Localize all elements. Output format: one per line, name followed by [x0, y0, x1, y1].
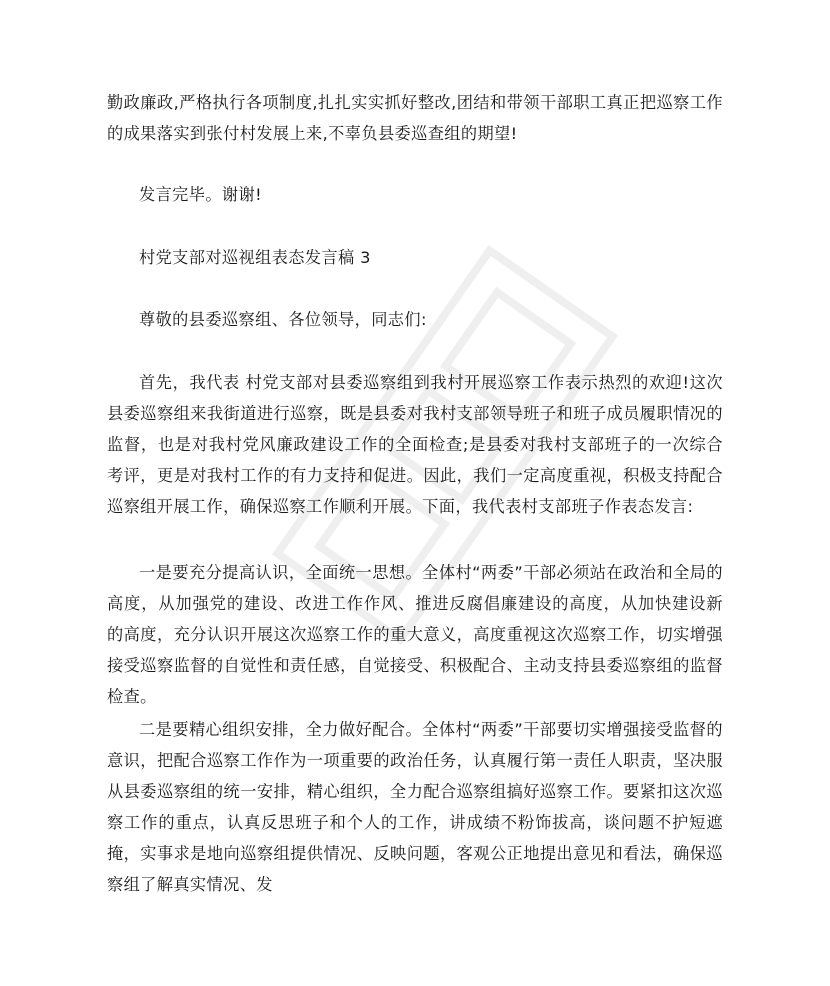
salutation: 尊敬的县委巡察组、各位领导，同志们:	[139, 310, 427, 329]
paragraph-introduction: 首先，我代表 村党支部对县委巡察组到我村开展巡察工作表示热烈的欢迎!这次县委巡察组来我街道进行巡察，既是县委对我村支部领导班子和班子成员履职情况的监督，也是对我村党风廉政建设工作的全面检查;是县委对我村支部班子的一次综合考评，更是对我村工作的有力支持和促进。因此，我们一定高度重视，积极支持配合巡察组开展工作，确保巡察工作顺利开展。下面，我代表村支部班子作表态发言:	[107, 373, 723, 516]
section-title: 村党支部对巡视组表态发言稿 3	[139, 248, 371, 267]
paragraph-point-two: 二是要精心组织安排，全力做好配合。全体村“两委”干部要切实增强接受监督的意识，把配合巡察工作作为一项重要的政治任务，认真履行第一责任人职责，坚决服从县委巡察组的统一安排，精心组织，全力配合巡察组搞好巡察工作。要紧扣这次巡察工作的重点，认真反思班子和个人的工作，讲成绩不粉饰拔高，谈问题不护短遮掩，实事求是地向巡察组提供情况、反映问题，客观公正地提出意见和看法，确保巡察组了解真实情况、发	[107, 720, 723, 894]
closing-remark: 发言完毕。谢谢!	[139, 185, 263, 204]
paragraph-point-one: 一是要充分提高认识，全面统一思想。全体村“两委”干部必须站在政治和全局的高度，从加强党的建设、改进工作作风、推进反腐倡廉建设的高度，从加快建设新 的高度，充分认识开展这次巡察工作的重大意义，高度重视这次巡察工作，切实增强接受巡察监督的自觉性和责任感，自觉接受、积极配合、主动支持县委巡察组的监督检查。	[107, 563, 723, 706]
paragraph-continuation: 勤政廉政,严格执行各项制度,扎扎实实抓好整改,团结和带领干部职工真正把巡察工作的成果落实到张付村发展上来,不辜负县委巡查组的期望!	[107, 93, 723, 143]
